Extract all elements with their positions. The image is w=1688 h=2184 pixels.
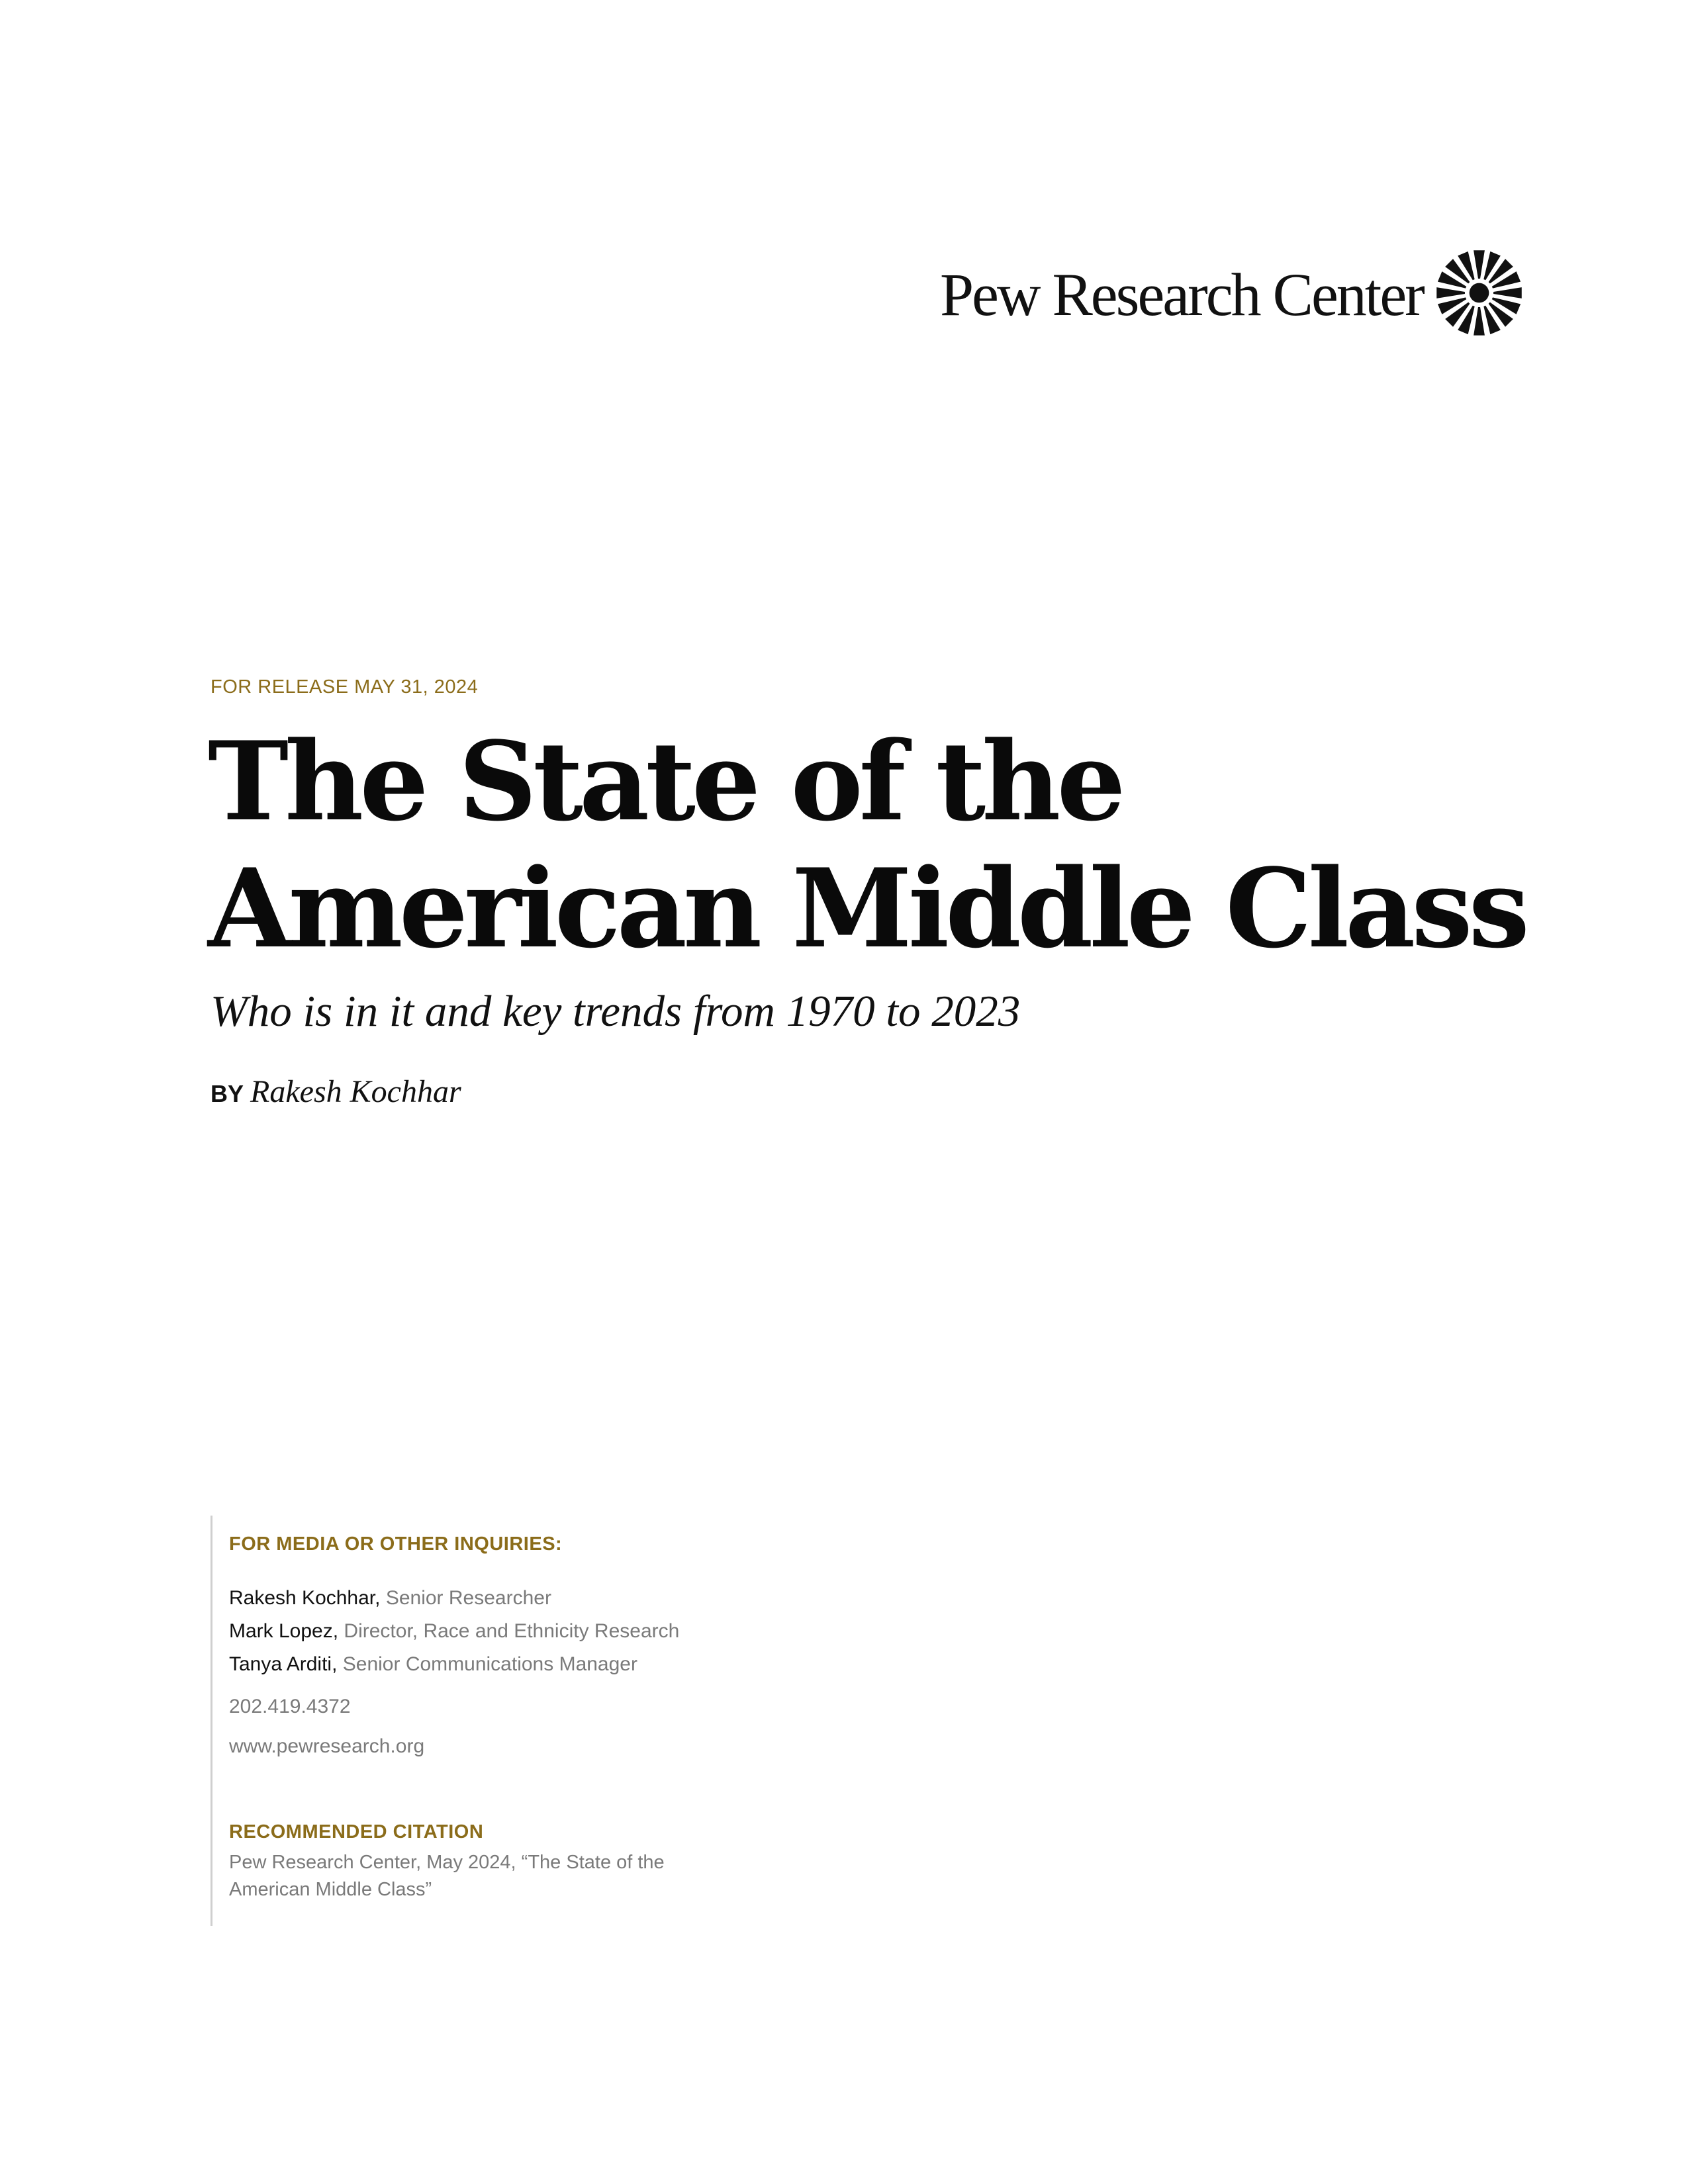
sunburst-logo-icon [1434,248,1524,338]
phone-number: 202.419.4372 [229,1696,351,1717]
release-date: FOR RELEASE MAY 31, 2024 [211,676,479,698]
logo-ray [1436,287,1465,298]
logo-ray [1474,307,1485,336]
citation-heading: RECOMMENDED CITATION [229,1821,484,1843]
inquiries-box [211,1516,753,1926]
contact-name: Tanya Arditi, [229,1653,338,1675]
pew-logo [940,245,1536,344]
logo-ray [1493,287,1522,298]
author-name: Rakesh Kochhar [250,1074,461,1109]
contact-row [229,1653,637,1676]
byline [211,1073,461,1110]
website-link[interactable]: www.pewresearch.org [229,1735,425,1757]
contact-role: Senior Communications Manager [342,1653,637,1675]
by-label: BY [211,1080,244,1107]
report-subtitle: Who is in it and key trends from 1970 to 2023 [211,987,1021,1036]
contact-role: Senior Researcher [385,1587,551,1609]
citation-text: Pew Research Center, May 2024, “The State of the American Middle Class” [229,1852,665,1900]
contact-name: Mark Lopez, [229,1620,339,1642]
contact-row [229,1587,551,1610]
title-line-2: American Middle Class [208,844,1526,972]
logo-ray [1474,250,1485,279]
inquiries-heading: FOR MEDIA OR OTHER INQUIRIES: [229,1533,563,1555]
title-line-1: The State of the [208,717,1122,845]
contact-row [229,1620,679,1643]
contact-role: Director, Race and Ethnicity Research [344,1620,680,1642]
logo-text: Pew Research Center [940,261,1423,328]
report-title [208,718,1526,972]
contact-name: Rakesh Kochhar, [229,1587,381,1609]
